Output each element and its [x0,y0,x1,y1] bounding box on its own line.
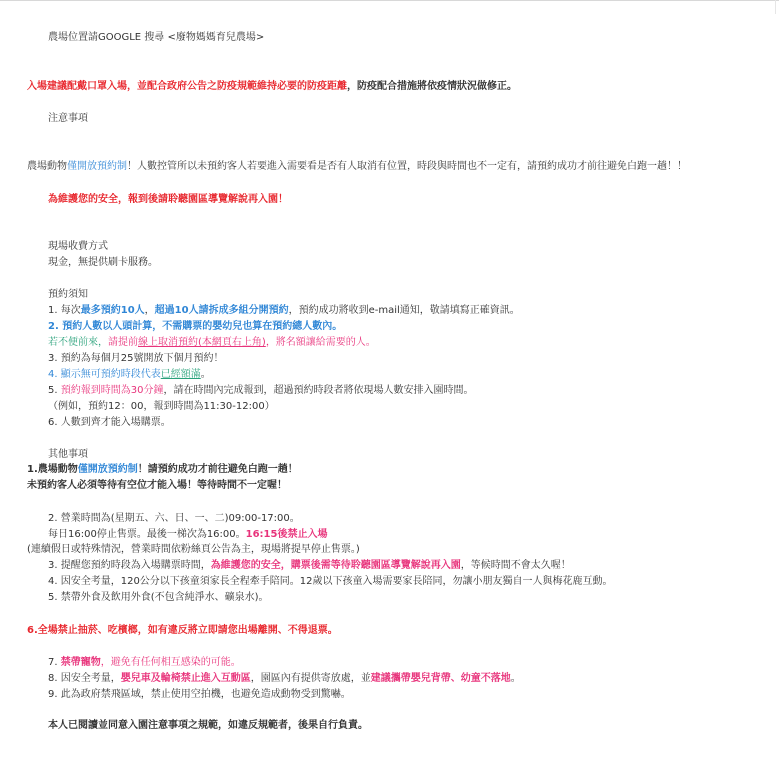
location-note: 農場位置請GOOGLE 搜尋 <廢物媽媽育兒農場> [48,32,265,43]
booking-item-5-example: （例如，預約12：00，報到時間為11:30-12:00） [48,401,275,412]
other-item-9: 9. 此為政府禁飛區域，禁止使用空拍機，也避免造成動物受到驚嚇。 [48,689,351,700]
booking-heading: 預約須知 [48,289,88,300]
top-border [0,0,779,1]
booking-item-2b: 若不便前來，請提前線上取消預約(本網頁右上角)，將名額讓給需要的人。 [48,337,376,348]
other-item-1b: 未預約客人必須等待有空位才能入場！等待時間不一定喔！ [27,480,287,491]
safety-notice: 為維護您的安全，報到後請聆聽園區導覽解說再入園！ [48,194,288,205]
other-heading: 其他事項 [48,449,88,460]
other-item-4: 4. 因安全考量，120公分以下孩童須家長全程牽手陪同。12歲以下孩童入場需要家長陪同，勿讓小朋友獨自一人與梅花鹿互動。 [48,576,613,587]
other-item-1: 1.農場動物僅開放預約制！請預約成功才前往避免白跑一趟！ [27,464,298,475]
booking-item-4: 4. 顯示無可預約時段代表已經額滿。 [48,369,211,380]
other-item-3: 3. 提醒您預約時段為入場購票時間，為維護您的安全，購票後需等待聆聽園區導覽解說再入園，等候時間不會太久喔！ [48,560,571,571]
other-item-2b: 每日16:00停止售票。最後一梯次為16:00。16:15後禁止入場 [48,529,328,540]
right-edge-line [775,0,776,14]
payment-heading: 現場收費方式 [48,241,108,252]
payment-text: 現金，無提供刷卡服務。 [48,257,158,268]
booking-item-3: 3. 預約為每個月25號開放下個月預約！ [48,353,224,364]
other-item-5: 5. 禁帶外食及飲用外食(不包含純淨水、礦泉水)。 [48,592,269,603]
cancel-booking-link[interactable]: 線上取消預約(本網頁右上角) [138,337,266,348]
other-item-2c: (連續假日或特殊情況，營業時間依粉絲頁公告為主，現場將提早停止售票。) [27,544,360,555]
other-item-8: 8. 因安全考量，嬰兒車及輪椅禁止進入互動區，園區內有提供寄放處，並建議攜帶嬰兒背帶、幼童不落地。 [48,673,521,684]
booking-item-6: 6. 人數到齊才能入場購票。 [48,417,171,428]
other-item-2: 2. 營業時間為(星期五、六、日、一、二)09:00-17:00。 [48,513,300,524]
notice-heading: 注意事項 [48,113,88,124]
other-item-7: 7. 禁帶寵物，避免有任何相互感染的可能。 [48,657,241,668]
booking-item-1: 1. 每次最多預約10人，超過10人請拆成多組分開預約，預約成功將收到e-mail通知，敬請填寫正確資訊。 [48,305,520,316]
reservation-notice: 農場動物僅開放預約制！人數控管所以未預約客人若要進入需要看是否有人取消有位置，時段與時間也不一定有，請預約成功才前往避免白跑一趟！！ [27,161,687,172]
booking-item-2: 2. 預約人數以人頭計算，不需購票的嬰幼兒也算在預約總人數內。 [48,321,343,332]
booking-item-5: 5. 預約報到時間為30分鐘，請在時間內完成報到，超過預約時段者將依現場人數安排入園時間。 [48,385,474,396]
agreement-statement: 本人已閱讀並同意入園注意事項之規範，如違反規範者，後果自行負責。 [48,720,368,731]
entry-notice: 入場建議配戴口罩入場，並配合政府公告之防疫規範維持必要的防疫距離，防疫配合措施將依疫情狀況做修正。 [27,81,517,92]
other-item-6: 6.全場禁止抽菸、吃檳榔，如有違反將立即請您出場離開、不得退票。 [27,625,338,636]
